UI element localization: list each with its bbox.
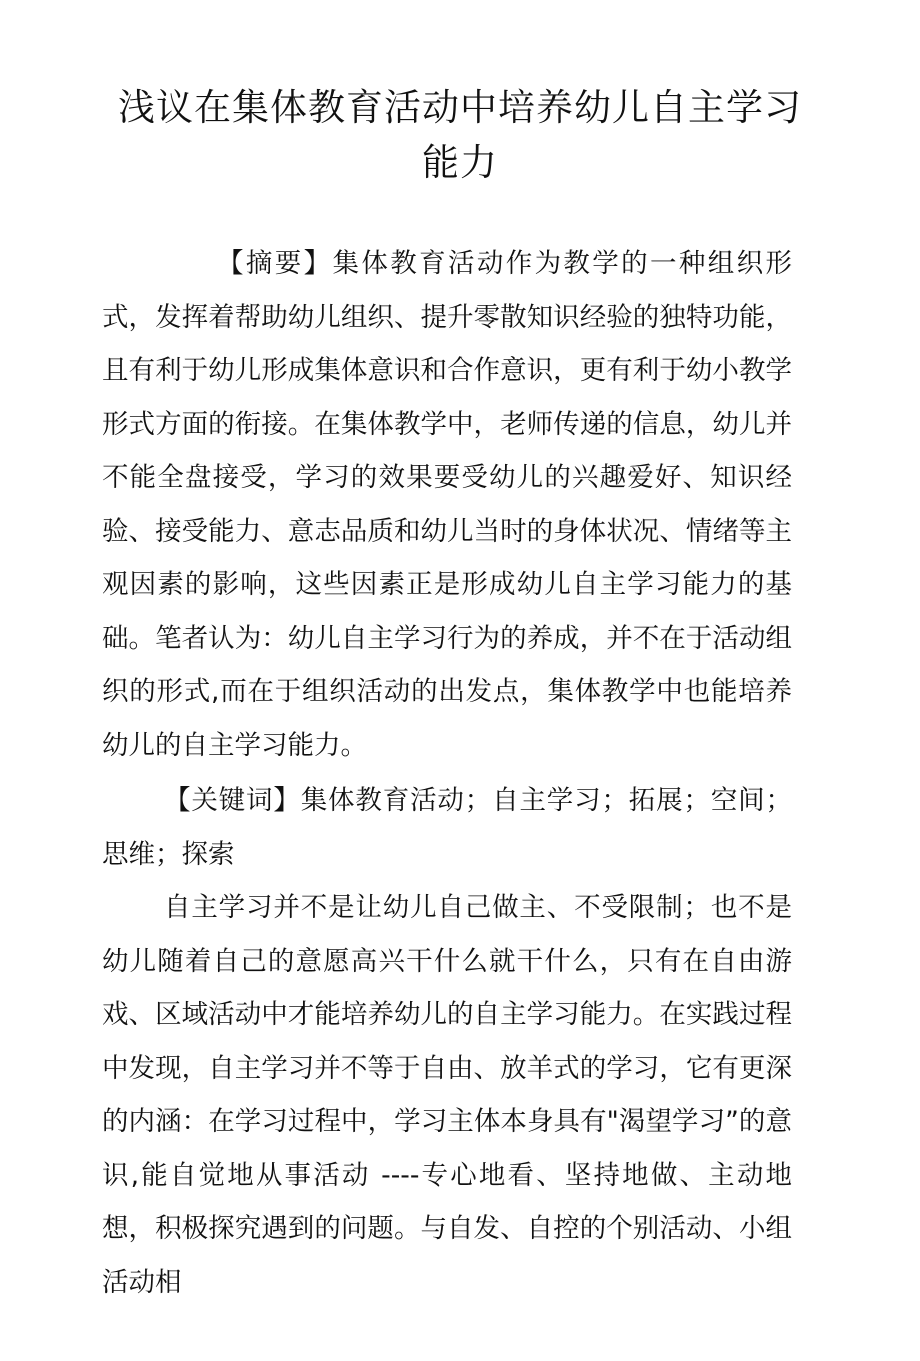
keywords-label: 【关键词】 (164, 785, 301, 816)
document-title: 浅议在集体教育活动中培养幼儿自主学习能力 (118, 86, 802, 184)
abstract-text: 集体教育活动作为教学的一种组织形式，发挥着帮助幼儿组织、提升零散知识经验的独特功能，且有利于幼儿形成集体意识和合作意识，更有利于幼小教学形式方面的衔接。在集体教学中，老师传递的信息，幼儿并不能全盘接受，学习的效果要受幼儿的兴趣爱好、知识经验、接受能力、意志品质和幼儿当时的身体状况、情绪等主观因素的影响，这些因素正是形成幼儿自主学习能力的基础。笔者认为：幼儿自主学习行为的养成，并不在于活动组织的形式,而在于组织活动的出发点，集体教学中也能培养幼儿的自主学习能力。 (102, 248, 793, 761)
keywords-paragraph (102, 774, 792, 881)
abstract-label: 【摘要】 (217, 248, 333, 279)
keywords-text: 集体教育活动；自主学习；拓展；空间；思维；探索 (102, 785, 793, 870)
abstract-paragraph (102, 237, 792, 772)
body-paragraph: 自主学习并不是让幼儿自己做主、不受限制；也不是幼儿随着自己的意愿高兴干什么就干什么，只有在自由游戏、区域活动中才能培养幼儿的自主学习能力。在实践过程中发现，自主学习并不等于自由、放羊式的学习，它有更深的内涵：在学习过程中，学习主体本身具有"渴望学习”的意识,能自觉地从事活动 ----专心地看、坚持地做、主动地想，积极探究遇到的问题。与自发、自控的个别活动、小组活动相 (102, 892, 792, 1298)
